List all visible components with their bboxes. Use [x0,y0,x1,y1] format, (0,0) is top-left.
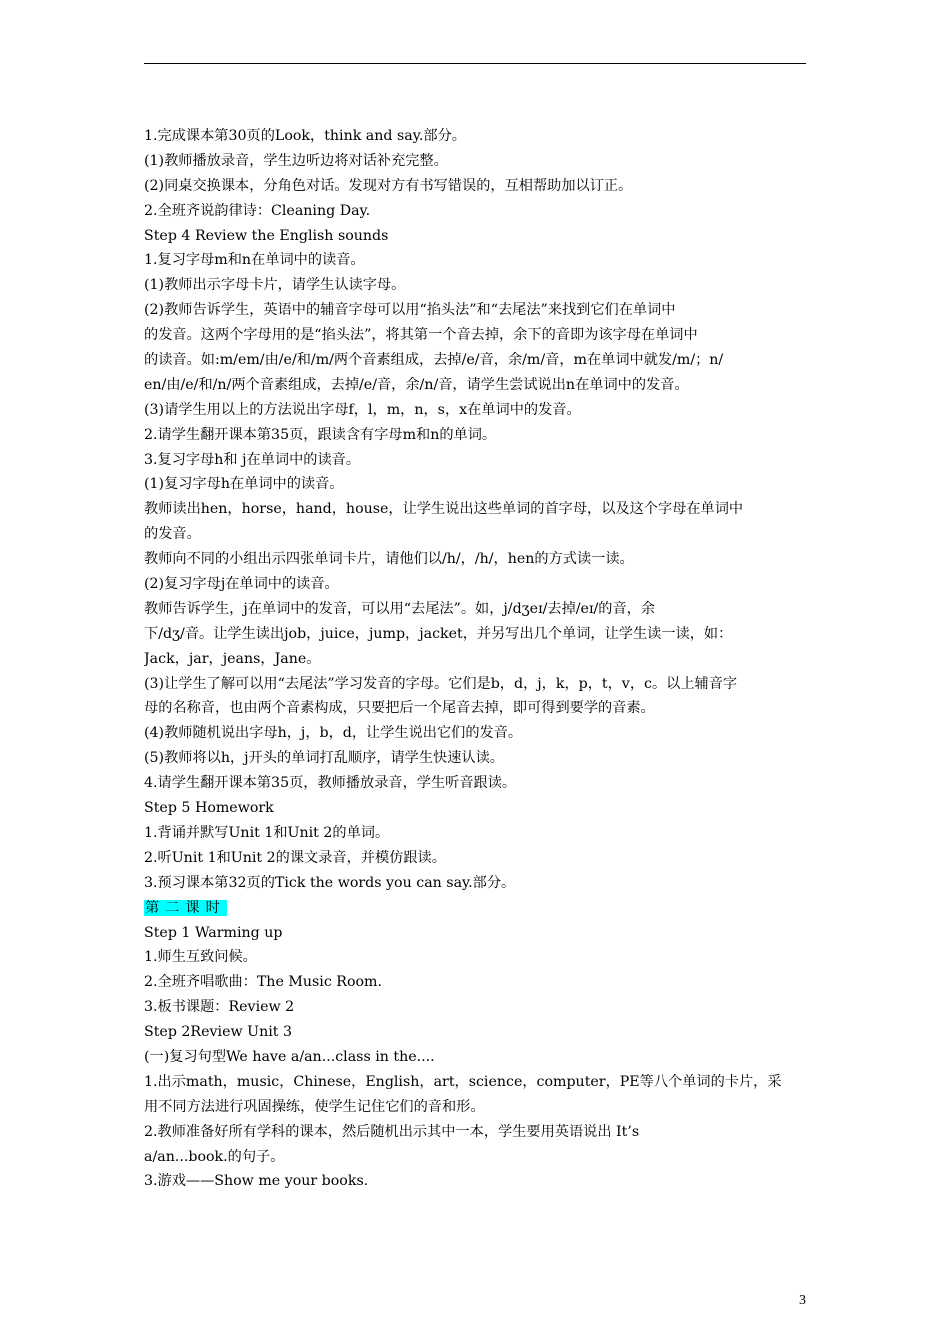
text-line: Step 5 Homework [144,800,274,817]
text-line: (1)教师播放录音，学生边听边将对话补充完整。 [144,152,448,169]
text-line: (1)教师出示字母卡片，请学生认读字母。 [144,277,406,294]
text-line: (5)教师将以h，j开头的单词打乱顺序，请学生快速认读。 [144,750,504,767]
text-line: 1.完成课本第30页的Look，think and say.部分。 [144,128,466,144]
paragraph-block-1 [144,124,808,896]
text-line: (3)请学生用以上的方法说出字母f，l，m，n，s，x在单词中的发音。 [144,401,581,418]
text-line: 教师读出hen，horse，hand，house，让学生说出这些单词的首字母，以及这个字母在单词中 [144,501,744,518]
text-line: 2.全班齐唱歌曲：The Music Room. [144,974,383,991]
text-line: (3)让学生了解可以用“去尾法”学习发音的字母。它们是b，d，j，k，p，t，v，c。以上辅音字 [144,675,738,692]
document-body [144,124,808,1194]
text-line: Jack，jar，jeans，Jane。 [144,650,321,667]
text-line: (2)复习字母j在单词中的读音。 [144,576,339,593]
section-heading-line [144,896,808,921]
text-line: (2)同桌交换课本，分角色对话。发现对方有书写错误的，互相帮助加以订正。 [144,177,633,194]
text-line: 3.游戏——Show me your books. [144,1173,369,1190]
header-rule [144,63,806,64]
text-line: Step 1 Warming up [144,924,283,941]
text-line: 1.背诵并默写Unit 1和Unit 2的单词。 [144,824,390,841]
text-line: (1)复习字母h在单词中的读音。 [144,476,344,493]
paragraph-block-2 [144,921,808,1195]
text-line: en/由/e/和/n/两个音素组成，去掉/e/音，余/n/音，请学生尝试说出n在单词中的发音。 [144,376,689,393]
text-line: 2.听Unit 1和Unit 2的课文录音，并模仿跟读。 [144,849,446,866]
text-line: 3.预习课本第32页的Tick the words you can say.部分。 [144,874,516,891]
text-line: 的发音。这两个字母用的是“掐头法”，将其第一个音去掉，余下的音即为该字母在单词中 [144,327,698,344]
text-line: 4.请学生翻开课本第35页，教师播放录音，学生听音跟读。 [144,775,517,792]
text-line: (一)复习句型We have a/an...class in the.... [144,1048,435,1065]
text-line: 母的名称音，也由两个音素构成，只要把后一个尾音去掉，即可得到要学的音素。 [144,700,655,717]
text-line: 用不同方法进行巩固操练，使学生记住它们的音和形。 [144,1098,485,1115]
text-line: 教师告诉学生，j在单词中的发音，可以用“去尾法”。如，j/dʒeɪ/去掉/eɪ/的音，余 [144,600,656,617]
page-number: 3 [799,1293,806,1308]
text-line: 的发音。 [144,526,201,543]
text-line: 下/dʒ/音。让学生读出job，juice，jump，jacket，并另写出几个单词，让学生读一读，如： [144,625,733,642]
text-line: 教师向不同的小组出示四张单词卡片，请他们以/h/，/h/，hen的方式读一读。 [144,551,634,568]
text-line: 1.出示math，music，Chinese，English，art，science，computer，PE等八个单词的卡片，采 [144,1073,782,1090]
section-heading: 第二课时 [145,899,226,916]
text-line: 的读音。如:m/em/由/e/和/m/两个音素组成，去掉/e/音，余/m/音，m在单词中就发/m/；n/ [144,352,724,369]
text-line: 2.全班齐说韵律诗：Cleaning Day. [144,202,371,219]
text-line: 1.师生互致问候。 [144,949,257,966]
text-line: (4)教师随机说出字母h，j，b，d，让学生说出它们的发音。 [144,725,523,742]
text-line: 2.请学生翻开课本第35页，跟读含有字母m和n的单词。 [144,426,497,443]
text-line: a/an...book.的句子。 [144,1148,285,1165]
text-line: (2)教师告诉学生，英语中的辅音字母可以用“掐头法”和“去尾法”来找到它们在单词中 [144,302,676,319]
text-line: 3.复习字母h和 j在单词中的读音。 [144,451,361,468]
text-line: 2.教师准备好所有学科的课本，然后随机出示其中一本，学生要用英语说出 It’s [144,1123,640,1140]
text-line: 1.复习字母m和n在单词中的读音。 [144,252,365,269]
text-line: Step 2Review Unit 3 [144,1024,292,1041]
text-line: Step 4 Review the English sounds [144,227,389,244]
text-line: 3.板书课题：Review 2 [144,999,295,1016]
